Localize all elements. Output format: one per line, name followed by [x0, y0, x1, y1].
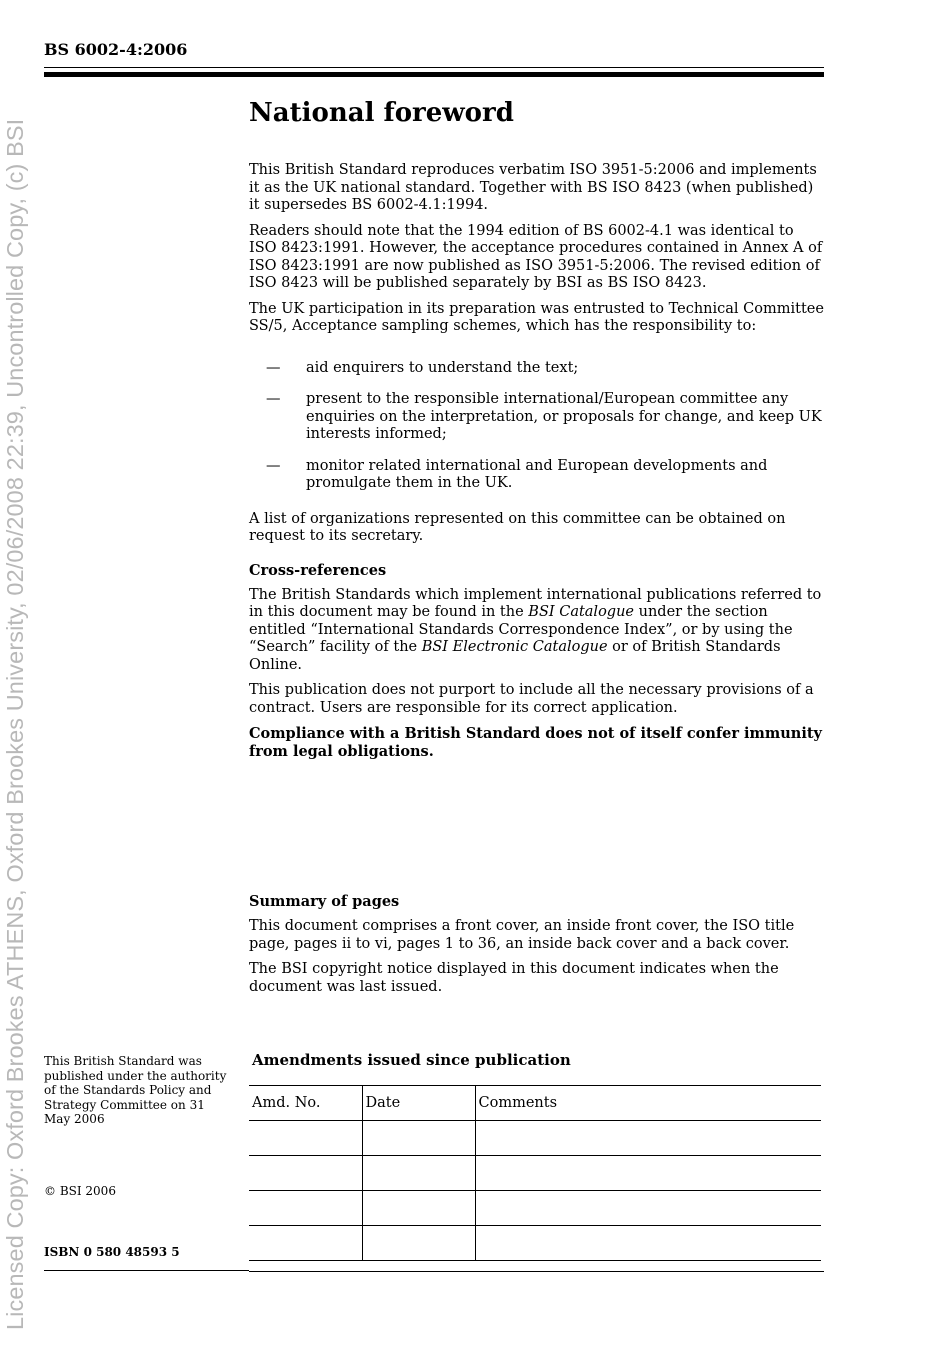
- list-item: [249, 391, 824, 444]
- summary-heading: Summary of pages: [249, 893, 400, 910]
- summary-paragraph-2: The BSI copyright notice displayed in this document indicates when the document was last issued.: [249, 961, 779, 995]
- table-row: [249, 1156, 821, 1191]
- list-item-text: monitor related international and European developments and promulgate them in the UK.: [306, 457, 768, 491]
- column-header-comments: Comments: [475, 1086, 821, 1121]
- bsi-electronic-catalogue-title: BSI Electronic Catalogue: [421, 639, 608, 655]
- crossref-text: The British Standards which implement international publications referred to in this document may be found in the: [249, 586, 822, 620]
- table-cell: [362, 1121, 475, 1156]
- compliance-statement: Compliance with a British Standard does not of itself confer immunity from legal obligations.: [249, 725, 822, 760]
- table-row: [249, 1191, 821, 1226]
- summary-section: [249, 893, 824, 1004]
- list-item-text: aid enquirers to understand the text;: [306, 359, 579, 376]
- table-row: [249, 1226, 821, 1261]
- dash-bullet: —: [266, 391, 281, 407]
- table-cell: [249, 1226, 362, 1261]
- table-cell: [362, 1191, 475, 1226]
- column-header-date: Date: [362, 1086, 475, 1121]
- foreword-section: [249, 98, 824, 768]
- summary-paragraph-1: This document comprises a front cover, an inside front cover, the ISO title page, pages ii to vi, pages 1 to 36, an inside back cover and a back cover.: [249, 918, 795, 952]
- table-cell: [249, 1156, 362, 1191]
- dash-bullet: —: [266, 359, 281, 376]
- crossref-text: under the section entitled “International Standards Correspondence Index”, or by using the “Search” facility of the: [249, 604, 793, 655]
- table-cell: [475, 1191, 821, 1226]
- table-cell: [475, 1121, 821, 1156]
- foreword-paragraph-2: Readers should note that the 1994 edition of BS 6002-4.1 was identical to ISO 8423:1991. However, the acceptance procedures contained in Annex A of ISO 8423:1991 are now published as ISO 3951-5:2006. The revised edition of ISO 8423 will be published separately by BSI as BS ISO 8423.: [249, 222, 823, 291]
- foreword-paragraph-5: This publication does not purport to include all the necessary provisions of a contract. Users are responsible for its correct application.: [249, 682, 814, 716]
- dash-bullet: —: [266, 457, 281, 474]
- responsibility-list: [249, 360, 824, 493]
- authority-note: This British Standard was published under the authority of the Standards Policy and Strategy Committee on 31 May 2006: [44, 1054, 227, 1126]
- header-rule-thick: [44, 72, 824, 77]
- document-id: BS 6002-4:2006: [44, 40, 188, 59]
- table-cell: [475, 1226, 821, 1261]
- list-item: [249, 458, 824, 493]
- foreword-paragraph-4: A list of organizations represented on this committee can be obtained on request to its secretary.: [249, 510, 786, 544]
- table-row: [249, 1121, 821, 1156]
- watermark: Licensed Copy: Oxford Brookes ATHENS, Oxford Brookes University, 02/06/2008 22:39, Uncontrolled Copy, (c) BSI: [2, 118, 28, 1330]
- amendments-table: [249, 1085, 821, 1261]
- foreword-paragraph-3: The UK participation in its preparation was entrusted to Technical Committee SS/5, Acceptance sampling schemes, which has the responsibility to:: [249, 300, 824, 334]
- crossref-text: or of British Standards Online.: [249, 639, 781, 673]
- table-cell: [362, 1156, 475, 1191]
- table-cell: [362, 1226, 475, 1261]
- column-header-amd-no: Amd. No.: [249, 1086, 362, 1121]
- table-header-row: [249, 1086, 821, 1121]
- list-item-text: present to the responsible international/European committee any enquiries on the interpretation, or proposals for change, and keep UK interests informed;: [306, 391, 822, 442]
- isbn: ISBN 0 580 48593 5: [44, 1245, 180, 1259]
- copyright-notice: © BSI 2006: [44, 1184, 116, 1198]
- list-item: [249, 360, 824, 378]
- crossref-paragraph: [249, 587, 824, 675]
- table-cell: [475, 1156, 821, 1191]
- amendments-title: Amendments issued since publication: [252, 1051, 571, 1069]
- table-cell: [249, 1191, 362, 1226]
- crossref-heading: Cross-references: [249, 561, 387, 579]
- table-cell: [249, 1121, 362, 1156]
- bottom-rule: [249, 1271, 824, 1272]
- foreword-paragraph-1: This British Standard reproduces verbatim ISO 3951-5:2006 and implements it as the UK national standard. Together with BS ISO 8423 (when published) it supersedes BS 6002-4.1:1994.: [249, 162, 817, 213]
- bsi-catalogue-title: BSI Catalogue: [528, 604, 635, 620]
- page-title: National foreword: [249, 98, 514, 128]
- header-rule-thin: [44, 67, 824, 68]
- bottom-left-rule: [44, 1270, 249, 1271]
